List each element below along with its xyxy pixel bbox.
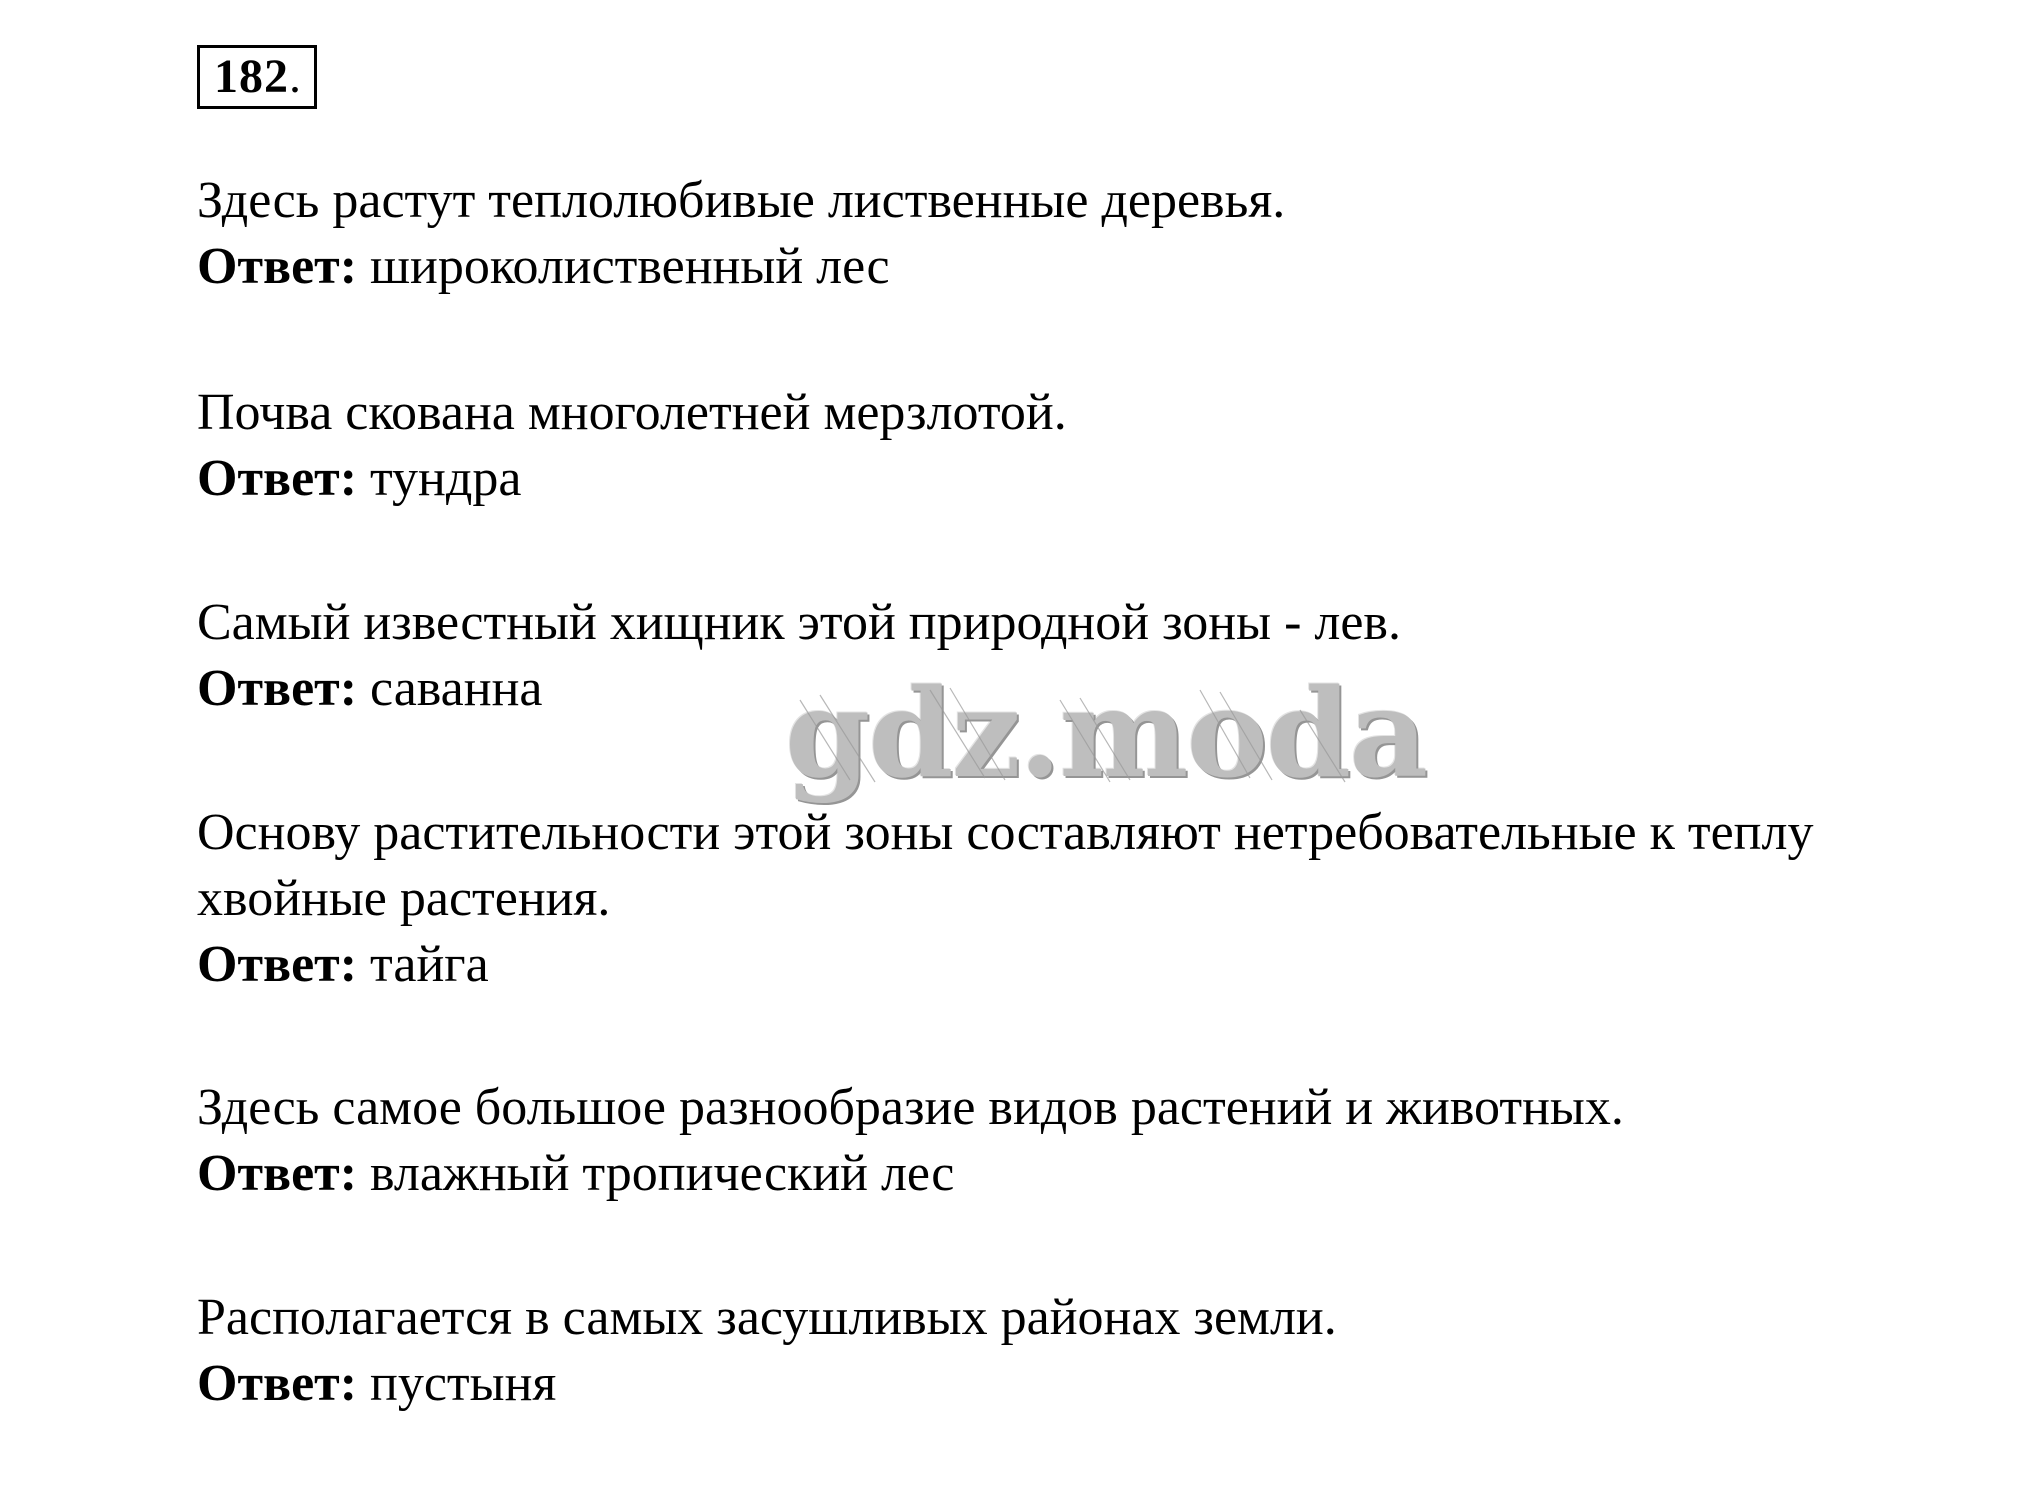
answer-text: тайга [370,936,489,993]
qa-item-4 [197,800,1813,998]
qa-item-1 [197,168,1285,300]
question-text: Располагается в самых засушливых районах земли. [197,1289,1337,1346]
answer-label: Ответ: [197,1145,358,1202]
question-text: Почва скована многолетней мерзлотой. [197,384,1067,441]
answer-line [197,446,1067,512]
answer-line [197,1351,1337,1417]
task-number-dot: . [289,50,302,103]
answer-text: саванна [370,660,543,717]
question-text: Здесь растут теплолюбивые лиственные деревья. [197,172,1286,229]
question-text-line2: хвойные растения. [197,870,611,927]
question-text: Самый известный хищник этой природной зоны - лев. [197,594,1401,651]
qa-item-6 [197,1285,1337,1417]
answer-line [197,932,1813,998]
qa-item-2 [197,380,1067,512]
answer-text: тундра [370,450,522,507]
answer-line [197,1141,1624,1207]
question-text: Здесь самое большое разнообразие видов растений и животных. [197,1079,1624,1136]
answer-label: Ответ: [197,660,358,717]
qa-item-5 [197,1075,1624,1207]
answer-label: Ответ: [197,238,358,295]
answer-text: влажный тропический лес [370,1145,955,1202]
answer-label: Ответ: [197,936,358,993]
answer-label: Ответ: [197,450,358,507]
task-number-value: 182 [214,50,289,103]
answer-line [197,234,1285,300]
answer-label: Ответ: [197,1355,358,1412]
watermark-logo: gdz.moda [785,661,1427,805]
question-text: Основу растительности этой зоны составляют нетребовательные к теплу [197,804,1814,861]
task-number [197,45,317,109]
answer-text: пустыня [370,1355,557,1412]
answer-text: широколиственный лес [370,238,890,295]
